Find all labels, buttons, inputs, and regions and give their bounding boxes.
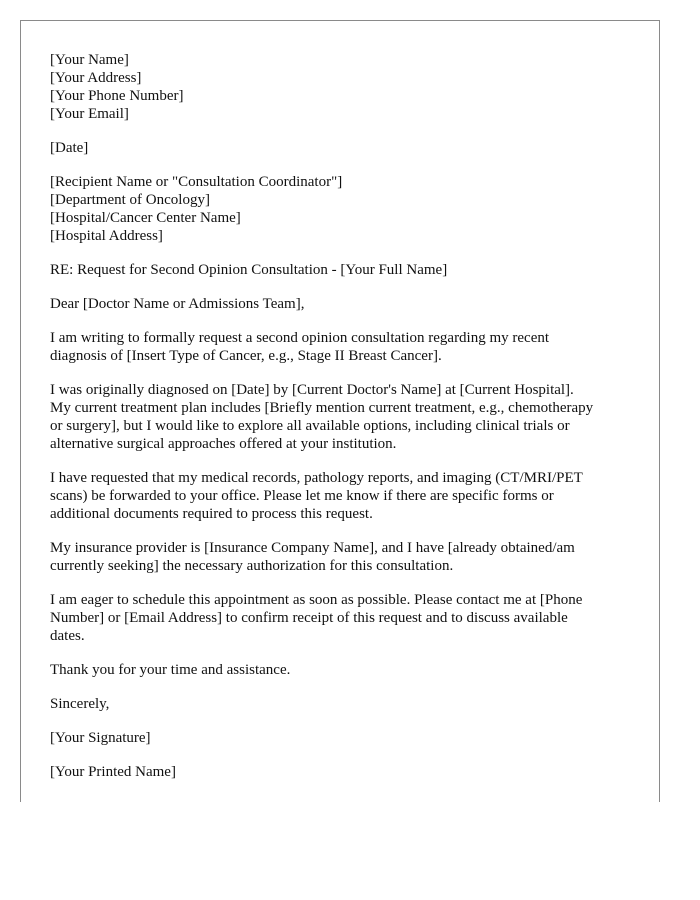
paragraph-line: Number] or [Email Address] to confirm receipt of this request and to discuss available [50, 610, 568, 626]
paragraph-line: currently seeking] the necessary authorization for this consultation. [50, 558, 454, 574]
recipient-hospital: [Hospital/Cancer Center Name] [50, 210, 241, 226]
sender-address: [Your Address] [50, 70, 142, 86]
signature-block [50, 729, 635, 747]
letter-body [50, 51, 635, 797]
body-paragraph [50, 591, 635, 645]
paragraph-line: My current treatment plan includes [Briefly mention current treatment, e.g., chemotherapy [50, 400, 594, 416]
sender-block [50, 51, 635, 123]
recipient-address: [Hospital Address] [50, 228, 163, 244]
recipient-department: [Department of Oncology] [50, 192, 210, 208]
paragraph-line: alternative surgical approaches offered at your institution. [50, 436, 397, 452]
closing: Sincerely, [50, 696, 110, 712]
paragraph-line: Thank you for your time and assistance. [50, 662, 291, 678]
paragraph-line: scans) be forwarded to your office. Please let me know if there are specific forms or [50, 488, 554, 504]
body-paragraph [50, 469, 635, 523]
paragraph-line: additional documents required to process this request. [50, 506, 373, 522]
printed-name: [Your Printed Name] [50, 764, 176, 780]
closing-block [50, 695, 635, 713]
body-paragraph [50, 661, 635, 679]
letter-date: [Date] [50, 140, 89, 156]
paragraph-line: dates. [50, 628, 85, 644]
subject-line: RE: Request for Second Opinion Consultation - [Your Full Name] [50, 262, 448, 278]
paragraph-line: My insurance provider is [Insurance Company Name], and I have [already obtained/am [50, 540, 575, 556]
printed-name-block [50, 763, 635, 781]
body-paragraph [50, 539, 635, 575]
sender-email: [Your Email] [50, 106, 129, 122]
paragraph-line: I am eager to schedule this appointment as soon as possible. Please contact me at [Phone [50, 592, 583, 608]
sender-name: [Your Name] [50, 52, 129, 68]
salutation-block [50, 295, 635, 313]
subject-block [50, 261, 635, 279]
sender-phone: [Your Phone Number] [50, 88, 184, 104]
salutation: Dear [Doctor Name or Admissions Team], [50, 296, 305, 312]
signature-placeholder: [Your Signature] [50, 730, 151, 746]
paragraph-line: I am writing to formally request a second opinion consultation regarding my recent [50, 330, 550, 346]
paragraph-line: I was originally diagnosed on [Date] by [Current Doctor's Name] at [Current Hospital]. [50, 382, 574, 398]
body-paragraph [50, 329, 635, 365]
paragraph-line: I have requested that my medical records, pathology reports, and imaging (CT/MRI/PET [50, 470, 583, 486]
letter-page [20, 20, 660, 802]
recipient-name: [Recipient Name or "Consultation Coordinator"] [50, 174, 343, 190]
paragraph-line: or surgery], but I would like to explore all available options, including clinical trials or [50, 418, 570, 434]
recipient-block [50, 173, 635, 245]
body-paragraph [50, 381, 635, 453]
paragraph-line: diagnosis of [Insert Type of Cancer, e.g., Stage II Breast Cancer]. [50, 348, 442, 364]
date-block [50, 139, 635, 157]
